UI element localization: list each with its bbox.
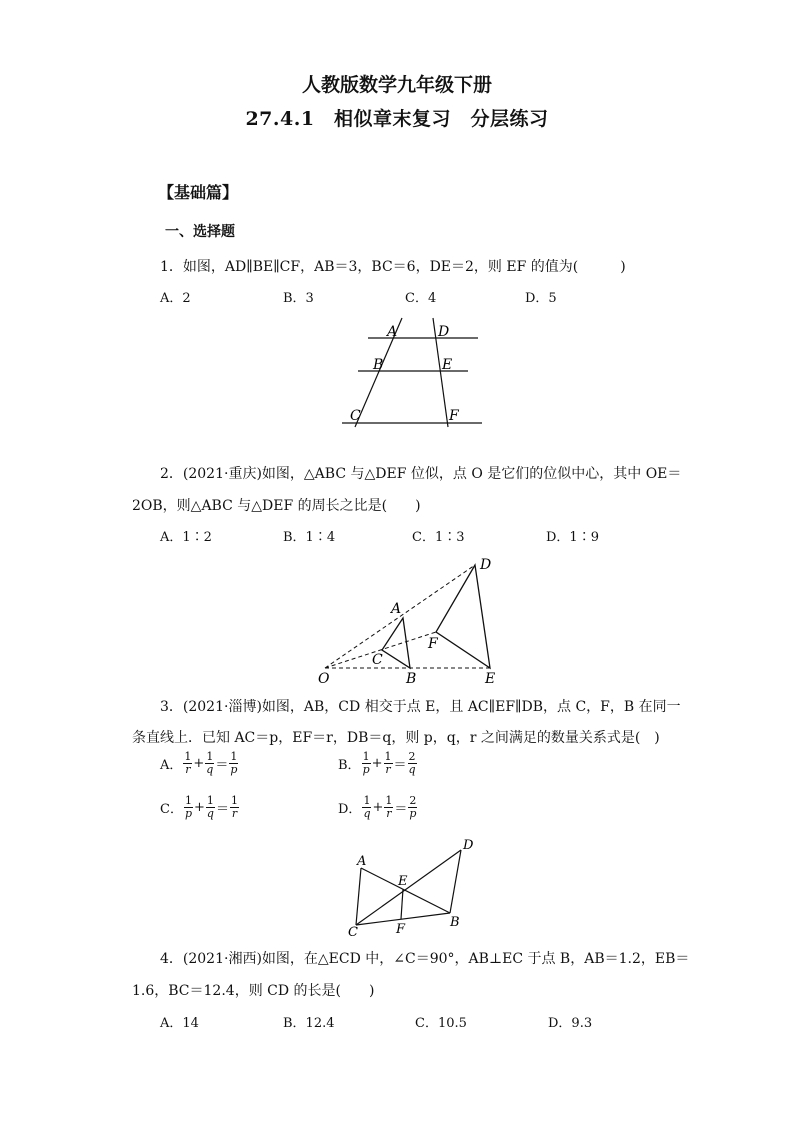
q2-option-b[interactable]: B．1∶4	[283, 530, 336, 545]
label-b: B	[406, 671, 417, 687]
label-b: B	[450, 915, 460, 930]
label-c: C	[348, 925, 358, 939]
label-e: E	[485, 671, 496, 687]
label-o: O	[318, 671, 330, 687]
label-c: C	[372, 652, 383, 668]
question-3-line2: 条直线上．已知 AC＝p，EF＝r，DB＝q，则 p，q，r 之间满足的数量关系式是( )	[132, 730, 660, 746]
label-e: E	[398, 874, 408, 889]
q2-option-d[interactable]: D．1∶9	[546, 530, 599, 545]
q4-option-d[interactable]: D．9.3	[548, 1016, 593, 1031]
label-c: C	[350, 408, 361, 424]
label-f: F	[428, 636, 438, 652]
q1-parallel-lines-figure	[340, 315, 485, 430]
q3-option-b[interactable]: B． $\frac{1}{p}$ + $\frac{1}{r}$ ＝ $\frac{2}{q}$	[338, 750, 416, 776]
q1-option-c[interactable]: C．4	[405, 291, 437, 306]
question-1-text: 1．如图，AD∥BE∥CF，AB＝3，BC＝6，DE＝2，则 EF 的值为( )	[160, 259, 626, 275]
section-heading: 【基础篇】	[158, 183, 239, 202]
label-a: A	[391, 601, 402, 617]
lesson-title: 27.4.1 相似章末复习 分层练习	[245, 108, 549, 130]
question-3-line1: 3．(2021·淄博)如图，AB，CD 相交于点 E，且 AC∥EF∥DB，点 C，F，B 在同一	[160, 699, 681, 715]
q2-homothety-figure	[310, 552, 515, 687]
label-a: A	[387, 324, 398, 340]
q3-intersecting-lines-figure	[345, 837, 480, 939]
question-2-line1: 2．(2021·重庆)如图，△ABC 与△DEF 位似，点 O 是它们的位似中心，其中 OE＝	[160, 466, 682, 482]
question-4-line1: 4．(2021·湘西)如图，在△ECD 中，∠C＝90°，AB⊥EC 于点 B，AB＝1.2，EB＝	[160, 951, 690, 967]
subsection-heading: 一、选择题	[165, 224, 235, 240]
q2-option-c[interactable]: C．1∶3	[412, 530, 465, 545]
q1-option-b[interactable]: B．3	[283, 291, 314, 306]
label-a: A	[357, 854, 367, 869]
q3-option-d[interactable]: D． $\frac{1}{q}$ + $\frac{1}{r}$ ＝ $\frac{2}{p}$	[338, 794, 417, 820]
label-e: E	[442, 357, 453, 373]
question-4-line2: 1.6，BC＝12.4，则 CD 的长是( )	[132, 983, 375, 999]
q2-option-a[interactable]: A．1∶2	[160, 530, 212, 545]
label-f: F	[396, 922, 406, 937]
label-d: D	[463, 838, 474, 853]
label-d: D	[480, 557, 492, 573]
label-b: B	[373, 357, 384, 373]
document-title: 人教版数学九年级下册	[301, 74, 492, 96]
q1-option-a[interactable]: A．2	[160, 291, 191, 306]
q3-option-a[interactable]: A． $\frac{1}{r}$ + $\frac{1}{q}$ ＝ $\frac{1}{p}$	[160, 750, 238, 776]
label-f: F	[449, 408, 459, 424]
q3-option-c[interactable]: C． $\frac{1}{p}$ + $\frac{1}{q}$ ＝ $\frac{1}{r}$	[160, 794, 238, 820]
question-2-line2: 2OB，则△ABC 与△DEF 的周长之比是( )	[132, 498, 421, 514]
label-d: D	[438, 324, 450, 340]
q1-option-d[interactable]: D．5	[525, 291, 557, 306]
q4-option-b[interactable]: B．12.4	[283, 1016, 335, 1031]
q4-option-a[interactable]: A．14	[160, 1016, 199, 1031]
q4-option-c[interactable]: C．10.5	[415, 1016, 467, 1031]
